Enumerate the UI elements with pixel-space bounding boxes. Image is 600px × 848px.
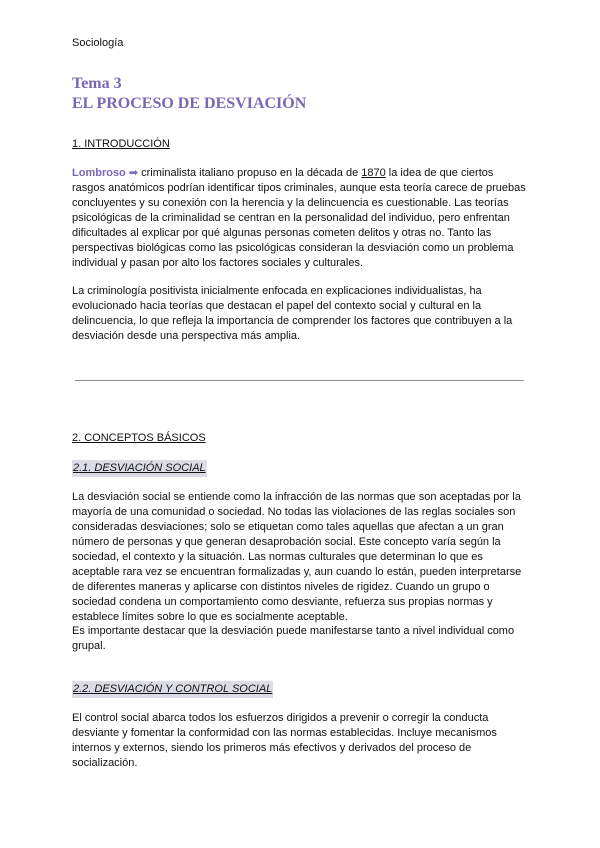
subsection-2-1-heading: 2.1. DESVIACIÓN SOCIAL [72,460,207,477]
desviacion-social-paragraph: La desviación social se entiende como la infracción de las normas que son aceptadas por la mayoría de una comunidad o sociedad. No todas las violaciones de las reglas sociales son consideradas desviaciones; solo se etiquetan como tales aquellas que afectan a un gran número de personas y que generan desaprobación social. Este concepto varía según la sociedad, el contexto y la situación. Las normas culturales que determinan lo que es aceptable rara vez se encuentran formalizadas y, aun cuando lo están, pueden interpretarse de diferentes maneras y aplicarse con distintos niveles de rigidez. Cuando un grupo o sociedad condena un comportamiento como desviante, refuerza sus propias normas y establece límites sobre lo que es socialmente aceptable. [72,491,522,623]
lombroso-term: Lombroso [72,167,126,179]
intro-text-a: criminalista italiano propuso en la década de [138,167,362,179]
section-divider [75,380,524,381]
tema-number: Tema 3 [72,75,122,92]
year-1870: 1870 [361,167,386,179]
subsection-2-2-heading: 2.2. DESVIACIÓN Y CONTROL SOCIAL [72,681,273,698]
section-1-heading: 1. INTRODUCCIÓN [72,138,170,150]
right-arrow-icon: ➡ [128,167,139,179]
intro-paragraph-2: La criminología positivista inicialmente enfocada en explicaciones individualistas, ha evolucionado hacia teorías que destacan el papel del contexto social y cultural en la delincuencia, lo que refleja la importancia de comprender los factores que contribuyen a la desviación desde una perspectiva más amplia. [72,285,513,342]
desviacion-social-note: Es importante destacar que la desviación puede manifestarse tanto a nivel individual como grupal. [72,625,515,652]
intro-paragraph-1 [72,166,528,271]
section-2-heading: 2. CONCEPTOS BÁSICOS [72,432,206,444]
document-title [72,74,306,114]
page-header: Sociología [72,37,124,49]
intro-text-b: la idea de que ciertos rasgos anatómicos podrían identificar tipos criminales, aunque esta teoría carece de pruebas concluyentes y su conexión con la herencia y la delincuencia es cuestionable. Las teorías psicológicas de la criminalidad se centran en la personalidad del individuo, pero enfrentan dificultades al explicar por qué algunas personas cometen delitos y otras no. Tanto las perspectivas biológicas como las psicológicas consideran la desviación como un problema individual y pasan por alto los factores sociales y culturales. [72,167,526,269]
tema-subtitle: EL PROCESO DE DESVIACIÓN [72,95,307,112]
control-social-paragraph: El control social abarca todos los esfuerzos dirigidos a prevenir o corregir la conducta desviante y fomentar la conformidad con las normas establecidas. Incluye mecanismos internos y externos, siendo los primeros más efectivos y derivados del proceso de socialización. [72,712,497,769]
